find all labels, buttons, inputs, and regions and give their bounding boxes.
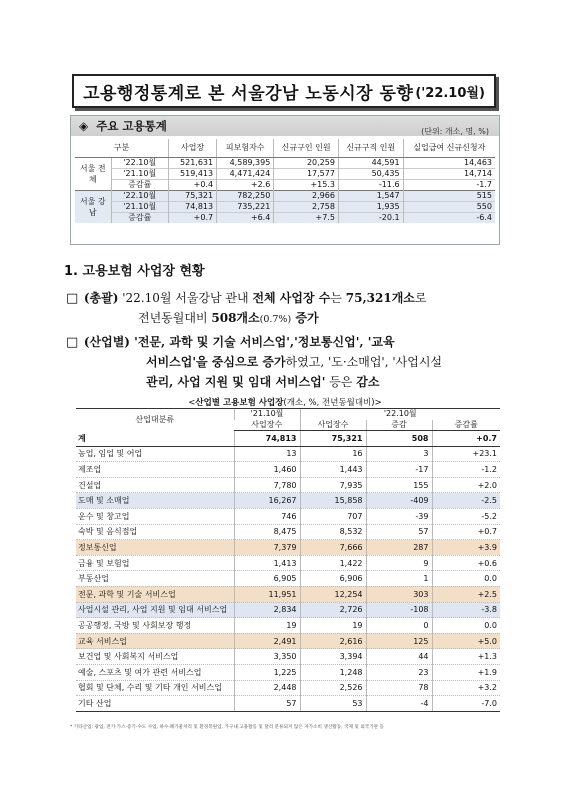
table-row bbox=[76, 493, 500, 509]
industry-name: 보건업 및 사회복지 서비스업 bbox=[76, 649, 234, 665]
para-bold: 관리, 사업 지원 및 임대 서비스업' bbox=[146, 375, 326, 389]
diamond-icon: ◈ bbox=[79, 119, 89, 133]
table-cell: 287 bbox=[366, 540, 432, 556]
table-cell: 23 bbox=[366, 664, 432, 680]
cell: 550 bbox=[403, 201, 495, 212]
table-cell: 1,460 bbox=[234, 462, 300, 478]
cell: 4,471,424 bbox=[217, 168, 274, 179]
key-stats-box bbox=[70, 115, 500, 245]
table-row bbox=[76, 540, 500, 556]
industry-name: 사업시설 관리, 사업 지원 및 임대 서비스업 bbox=[76, 602, 234, 618]
cell: +6.4 bbox=[217, 212, 274, 223]
col-header: 신규구인 인원 bbox=[274, 139, 339, 157]
row-label: '22.10월 bbox=[111, 157, 169, 168]
table-cell: 7,666 bbox=[300, 540, 366, 556]
table-cell: +2.0 bbox=[432, 477, 500, 493]
para-bold: 증가 bbox=[262, 355, 286, 369]
para-label: (총괄) bbox=[83, 291, 119, 305]
para-text: 하였고, '도·소매업', '사업시설 bbox=[285, 355, 443, 369]
industry-name: 정보통신업 bbox=[76, 540, 234, 556]
cell: 1,547 bbox=[338, 190, 403, 201]
row-label: '21.10월 bbox=[111, 201, 169, 212]
para-text: '22.10월 서울강남 관내 bbox=[118, 291, 253, 305]
col-header: 사업장수 bbox=[300, 420, 366, 431]
table-cell: 0.0 bbox=[432, 618, 500, 634]
table-row bbox=[76, 446, 500, 462]
cell: 75,321 bbox=[169, 190, 217, 201]
col-header: 실업급여 신규신청자 bbox=[403, 139, 495, 157]
col-header: '22.10월 bbox=[300, 409, 500, 420]
table-row bbox=[76, 431, 500, 447]
footnote: * 기타산업: 광업, 전기·가스·증기·수도 사업, 하수·폐기물처리 및 환경복원업, 가구내 고용활동 및 달리 분류되지 않은 자가소비 생산활동, 국제 및 외국기관 등 bbox=[70, 725, 384, 730]
table-cell: 44 bbox=[366, 649, 432, 665]
table-cell: 12,254 bbox=[300, 586, 366, 602]
table-cell: 125 bbox=[366, 633, 432, 649]
unit-note: (단위: 개소, 명, %) bbox=[421, 127, 489, 136]
row-label: 증감률 bbox=[111, 179, 169, 190]
checkbox-square-icon: □ bbox=[66, 335, 79, 350]
table-cell: 19 bbox=[234, 618, 300, 634]
para-text: 로 bbox=[414, 291, 427, 305]
cell: -11.6 bbox=[338, 179, 403, 190]
industry-name: 농업, 임업 및 어업 bbox=[76, 446, 234, 462]
cell: 2,966 bbox=[274, 190, 339, 201]
table-row bbox=[76, 571, 500, 587]
col-header: 신규구직 인원 bbox=[338, 139, 403, 157]
industry-paragraph-line3 bbox=[146, 372, 516, 392]
para-bold: '전문, 과학 및 기술 서비스업','정보통신업', '교육 bbox=[129, 335, 395, 349]
table-cell: 2,834 bbox=[234, 602, 300, 618]
cell: +0.7 bbox=[169, 212, 217, 223]
table-row bbox=[76, 680, 500, 696]
key-stats-title: 주요 고용통계 bbox=[96, 119, 167, 133]
cell: +7.5 bbox=[274, 212, 339, 223]
table-cell: +3.2 bbox=[432, 680, 500, 696]
table-cell: -4 bbox=[366, 696, 432, 712]
para-bold: 전체 사업장 수 bbox=[252, 291, 331, 305]
table-cell: 9 bbox=[366, 555, 432, 571]
table-cell: +2.5 bbox=[432, 586, 500, 602]
table-cell: -3.8 bbox=[432, 602, 500, 618]
cell: -1.7 bbox=[403, 179, 495, 190]
table-cell: 13 bbox=[234, 446, 300, 462]
table-cell: 7,379 bbox=[234, 540, 300, 556]
table-cell: 2,491 bbox=[234, 633, 300, 649]
table-cell: -108 bbox=[366, 602, 432, 618]
table-cell: 1,413 bbox=[234, 555, 300, 571]
cell: -20.1 bbox=[338, 212, 403, 223]
group-label: 서울 전체 bbox=[79, 163, 106, 184]
table-row bbox=[76, 508, 500, 524]
para-text: 전년동월대비 bbox=[138, 311, 212, 325]
cell: 17,577 bbox=[274, 168, 339, 179]
cell: -6.4 bbox=[403, 212, 495, 223]
cell: 14,463 bbox=[403, 157, 495, 168]
cell: 20,259 bbox=[274, 157, 339, 168]
table-row bbox=[76, 696, 500, 712]
table-cell: 7,935 bbox=[300, 477, 366, 493]
table-cell: 8,532 bbox=[300, 524, 366, 540]
para-text: 는 bbox=[330, 291, 346, 305]
cell: 735,221 bbox=[217, 201, 274, 212]
table-row bbox=[76, 664, 500, 680]
cell: +15.3 bbox=[274, 179, 339, 190]
table-cell: 16,267 bbox=[234, 493, 300, 509]
table-cell: 2,726 bbox=[300, 602, 366, 618]
table-cell: 15,858 bbox=[300, 493, 366, 509]
title-main: 고용행정통계로 본 서울강남 노동시장 동향 bbox=[83, 83, 414, 104]
table-cell: +1.9 bbox=[432, 664, 500, 680]
summary-paragraph-line2 bbox=[138, 308, 518, 330]
table-row bbox=[76, 524, 500, 540]
table-cell: 155 bbox=[366, 477, 432, 493]
table-cell: 3 bbox=[366, 446, 432, 462]
table-cell: 6,906 bbox=[300, 571, 366, 587]
table-cell: 57 bbox=[366, 524, 432, 540]
row-label: '21.10월 bbox=[111, 168, 169, 179]
cell: 14,714 bbox=[403, 168, 495, 179]
cell: 74,813 bbox=[169, 201, 217, 212]
cell: 1,935 bbox=[338, 201, 403, 212]
industry-name: 숙박 및 음식점업 bbox=[76, 524, 234, 540]
table-cell: 2,616 bbox=[300, 633, 366, 649]
caption-text: (개소, %, 전년동월대비)> bbox=[283, 398, 382, 408]
table-cell: 7,780 bbox=[234, 477, 300, 493]
table-cell: 78 bbox=[366, 680, 432, 696]
cell: 4,589,395 bbox=[217, 157, 274, 168]
table-row bbox=[76, 649, 500, 665]
cell: 521,631 bbox=[169, 157, 217, 168]
table-cell: -5.2 bbox=[432, 508, 500, 524]
group-label: 서울 강남 bbox=[75, 190, 111, 223]
table-cell: 1,225 bbox=[234, 664, 300, 680]
col-header: 증감 bbox=[366, 420, 432, 431]
caption-bold: 산업별 고용보험 사업장 bbox=[195, 398, 284, 408]
industry-table bbox=[76, 408, 500, 712]
table-cell: 6,905 bbox=[234, 571, 300, 587]
para-text: 등은 bbox=[325, 375, 357, 389]
cell: 2,758 bbox=[274, 201, 339, 212]
table-cell: +3.9 bbox=[432, 540, 500, 556]
table-cell: +0.7 bbox=[432, 524, 500, 540]
industry-name: 예술, 스포츠 및 여가 관련 서비스업 bbox=[76, 664, 234, 680]
table-cell: 16 bbox=[300, 446, 366, 462]
para-text: (0.7%) bbox=[259, 314, 292, 325]
table-cell: 19 bbox=[300, 618, 366, 634]
cell: 519,413 bbox=[169, 168, 217, 179]
col-header: 피보험자수 bbox=[217, 139, 274, 157]
caption-text: < bbox=[188, 398, 196, 408]
col-header: 사업장수 bbox=[234, 420, 300, 431]
col-header: 증감률 bbox=[432, 420, 500, 431]
para-bold: 508개소 bbox=[211, 311, 260, 325]
industry-name: 도매 및 소매업 bbox=[76, 493, 234, 509]
table-cell: 707 bbox=[300, 508, 366, 524]
table-cell: 3,350 bbox=[234, 649, 300, 665]
para-bold: 서비스업'을 중심으로 bbox=[146, 355, 263, 369]
checkbox-square-icon: □ bbox=[66, 291, 79, 306]
table-row bbox=[76, 618, 500, 634]
key-stats-table bbox=[75, 139, 495, 223]
table-cell: -1.2 bbox=[432, 462, 500, 478]
table-row bbox=[76, 602, 500, 618]
table-row bbox=[76, 555, 500, 571]
summary-paragraph bbox=[66, 288, 506, 309]
para-bold: 감소 bbox=[356, 375, 380, 389]
para-label: (산업별) bbox=[83, 335, 130, 349]
cell: +2.6 bbox=[217, 179, 274, 190]
table-cell: -7.0 bbox=[432, 696, 500, 712]
table-cell: +0.6 bbox=[432, 555, 500, 571]
table-cell: +5.0 bbox=[432, 633, 500, 649]
industry-name: 건설업 bbox=[76, 477, 234, 493]
col-header: 사업장 bbox=[169, 139, 217, 157]
col-header: 구분 bbox=[75, 139, 169, 157]
col-header: 산업대분류 bbox=[76, 409, 234, 431]
table-cell: 11,951 bbox=[234, 586, 300, 602]
table-row bbox=[76, 586, 500, 602]
table-cell: 1,443 bbox=[300, 462, 366, 478]
row-label: '22.10월 bbox=[111, 190, 169, 201]
document-title bbox=[72, 74, 496, 108]
table-cell: 53 bbox=[300, 696, 366, 712]
table-cell: 2,448 bbox=[234, 680, 300, 696]
industry-name: 운수 및 창고업 bbox=[76, 508, 234, 524]
table-cell: 2,526 bbox=[300, 680, 366, 696]
table-cell: 0 bbox=[366, 618, 432, 634]
cell: 782,250 bbox=[217, 190, 274, 201]
industry-name: 교육 서비스업 bbox=[76, 633, 234, 649]
table-row bbox=[76, 477, 500, 493]
table-cell: -17 bbox=[366, 462, 432, 478]
table-cell: 0.0 bbox=[432, 571, 500, 587]
table-cell: 303 bbox=[366, 586, 432, 602]
table-caption bbox=[70, 396, 500, 408]
cell: 515 bbox=[403, 190, 495, 201]
table-cell: 57 bbox=[234, 696, 300, 712]
table-cell: 1,422 bbox=[300, 555, 366, 571]
industry-name: 부동산업 bbox=[76, 571, 234, 587]
cell: 44,591 bbox=[338, 157, 403, 168]
table-cell: 75,321 bbox=[300, 431, 366, 447]
industry-name: 제조업 bbox=[76, 462, 234, 478]
industry-name: 금융 및 보험업 bbox=[76, 555, 234, 571]
table-cell: 1,248 bbox=[300, 664, 366, 680]
table-cell: -2.5 bbox=[432, 493, 500, 509]
col-header: '21.10월 bbox=[234, 409, 300, 420]
section-heading: 1. 고용보험 사업장 현황 bbox=[64, 264, 205, 279]
row-label: 증감률 bbox=[111, 212, 169, 223]
industry-paragraph bbox=[66, 332, 511, 353]
table-row bbox=[76, 633, 500, 649]
table-cell: 1 bbox=[366, 571, 432, 587]
industry-name: 공공행정, 국방 및 사회보장 행정 bbox=[76, 618, 234, 634]
cell: +0.4 bbox=[169, 179, 217, 190]
table-cell: -39 bbox=[366, 508, 432, 524]
industry-name: 계 bbox=[76, 431, 234, 447]
table-cell: 8,475 bbox=[234, 524, 300, 540]
table-cell: -409 bbox=[366, 493, 432, 509]
table-cell: 3,394 bbox=[300, 649, 366, 665]
table-cell: +1.3 bbox=[432, 649, 500, 665]
table-row bbox=[76, 462, 500, 478]
table-cell: 508 bbox=[366, 431, 432, 447]
table-cell: 74,813 bbox=[234, 431, 300, 447]
para-bold: 75,321개소 bbox=[345, 291, 415, 305]
para-bold: 증가 bbox=[291, 311, 319, 325]
industry-name: 협회 및 단체, 수리 및 기타 개인 서비스업 bbox=[76, 680, 234, 696]
industry-paragraph-line2 bbox=[146, 352, 516, 372]
industry-name: 기타 산업 bbox=[76, 696, 234, 712]
table-cell: 746 bbox=[234, 508, 300, 524]
table-cell: +0.7 bbox=[432, 431, 500, 447]
cell: 50,435 bbox=[338, 168, 403, 179]
title-date: ('22.10월) bbox=[415, 85, 485, 101]
table-cell: +23.1 bbox=[432, 446, 500, 462]
industry-name: 전문, 과학 및 기술 서비스업 bbox=[76, 586, 234, 602]
